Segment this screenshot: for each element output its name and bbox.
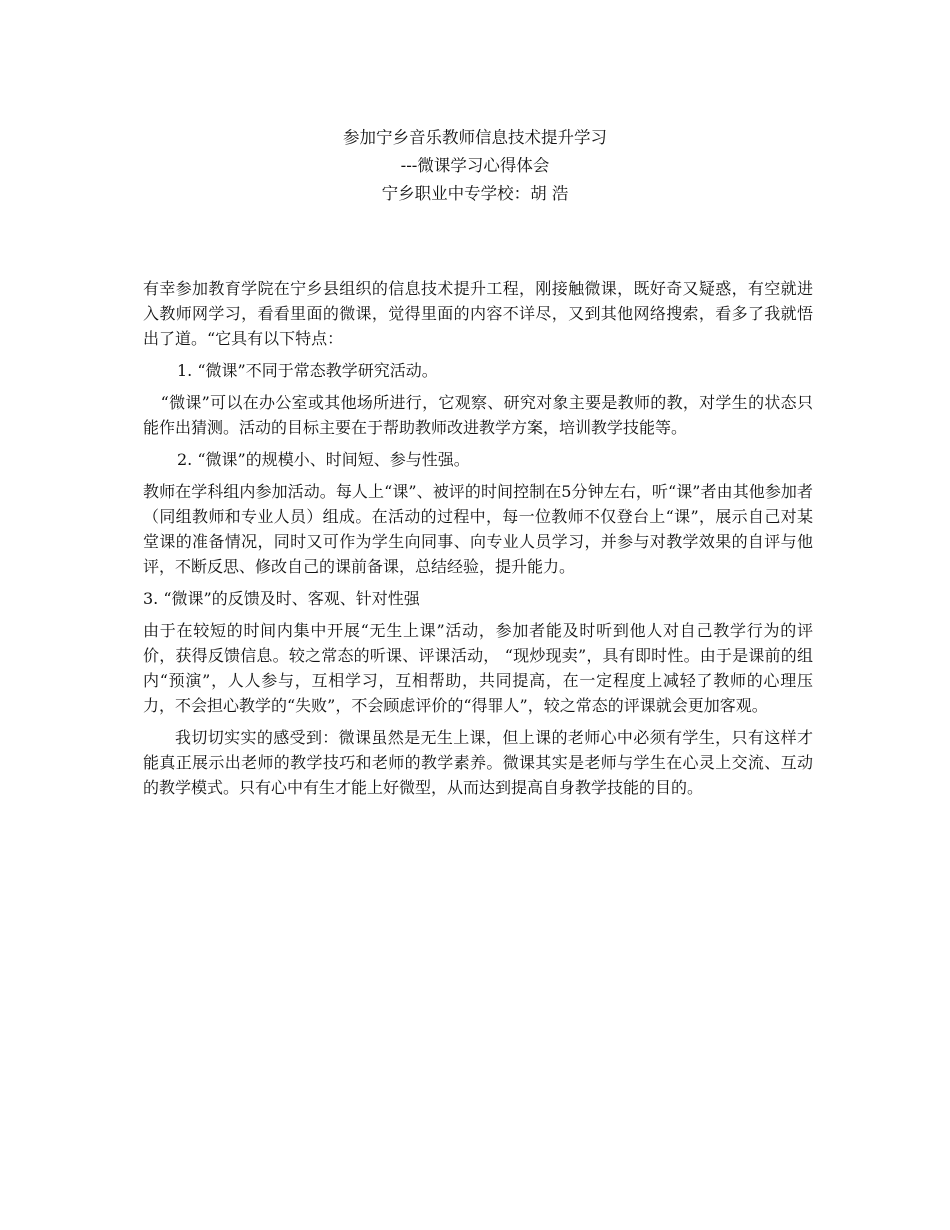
list-item-3: 3. “微课”的反馈及时、客观、针对性强 (143, 589, 420, 608)
document-body (143, 276, 813, 800)
intro-paragraph: 有幸参加教育学院在宁乡县组织的信息技术提升工程，刚接触微课，既好奇又疑惑，有空就进入教师网学习，看看里面的微课，觉得里面的内容不详尽，又到其他网络搜索，看多了我就悟出了道。“它具有以下特点： (143, 279, 813, 348)
document-title: 参加宁乡音乐教师信息技术提升学习 (343, 128, 607, 147)
list-item-2: 2. “微课”的规模小、时间短、参与性强。 (177, 450, 470, 469)
document-author: 宁乡职业中专学校：胡 浩 (381, 184, 569, 203)
paragraph-2: “微课”可以在办公室或其他场所进行，它观察、研究对象主要是教师的教，对学生的状态只能作出猜测。活动的目标主要在于帮助教师改进教学方案，培训教学技能等。 (143, 393, 813, 437)
paragraph-4: 由于在较短的时间内集中开展“无生上课”活动，参加者能及时听到他人对自己教学行为的评价，获得反馈信息。较之常态的听课、评课活动， “现炒现卖”，具有即时性。由于是课前的组内“预演”，人人参与，互相学习，互相帮助，共同提高，在一定程度上减轻了教师的心理压力，不会担心教学的“失败”，不会顾虑评价的“得罪人”，较之常态的评课就会更加客观。 (143, 621, 813, 715)
document-header (0, 124, 950, 208)
paragraph-3: 教师在学科组内参加活动。每人上“课”、被评的时间控制在5分钟左右，听“课”者由其他参加者（同组教师和专业人员）组成。在活动的过程中，每一位教师不仅登台上“课”，展示自己对某堂课的准备情况，同时又可作为学生向同事、向专业人员学习，并参与对教学效果的自评与他评，不断反思、修改自己的课前备课，总结经验，提升能力。 (143, 482, 813, 576)
document-subtitle: ---微课学习心得体会 (400, 156, 550, 175)
list-item-1: 1. “微课”不同于常态教学研究活动。 (177, 361, 438, 380)
paragraph-5: 我切切实实的感受到：微课虽然是无生上课，但上课的老师心中必须有学生，只有这样才能真正展示出老师的教学技巧和老师的教学素养。微课其实是老师与学生在心灵上交流、互动的教学模式。只有心中有生才能上好微型，从而达到提高自身教学技能的目的。 (143, 728, 813, 797)
